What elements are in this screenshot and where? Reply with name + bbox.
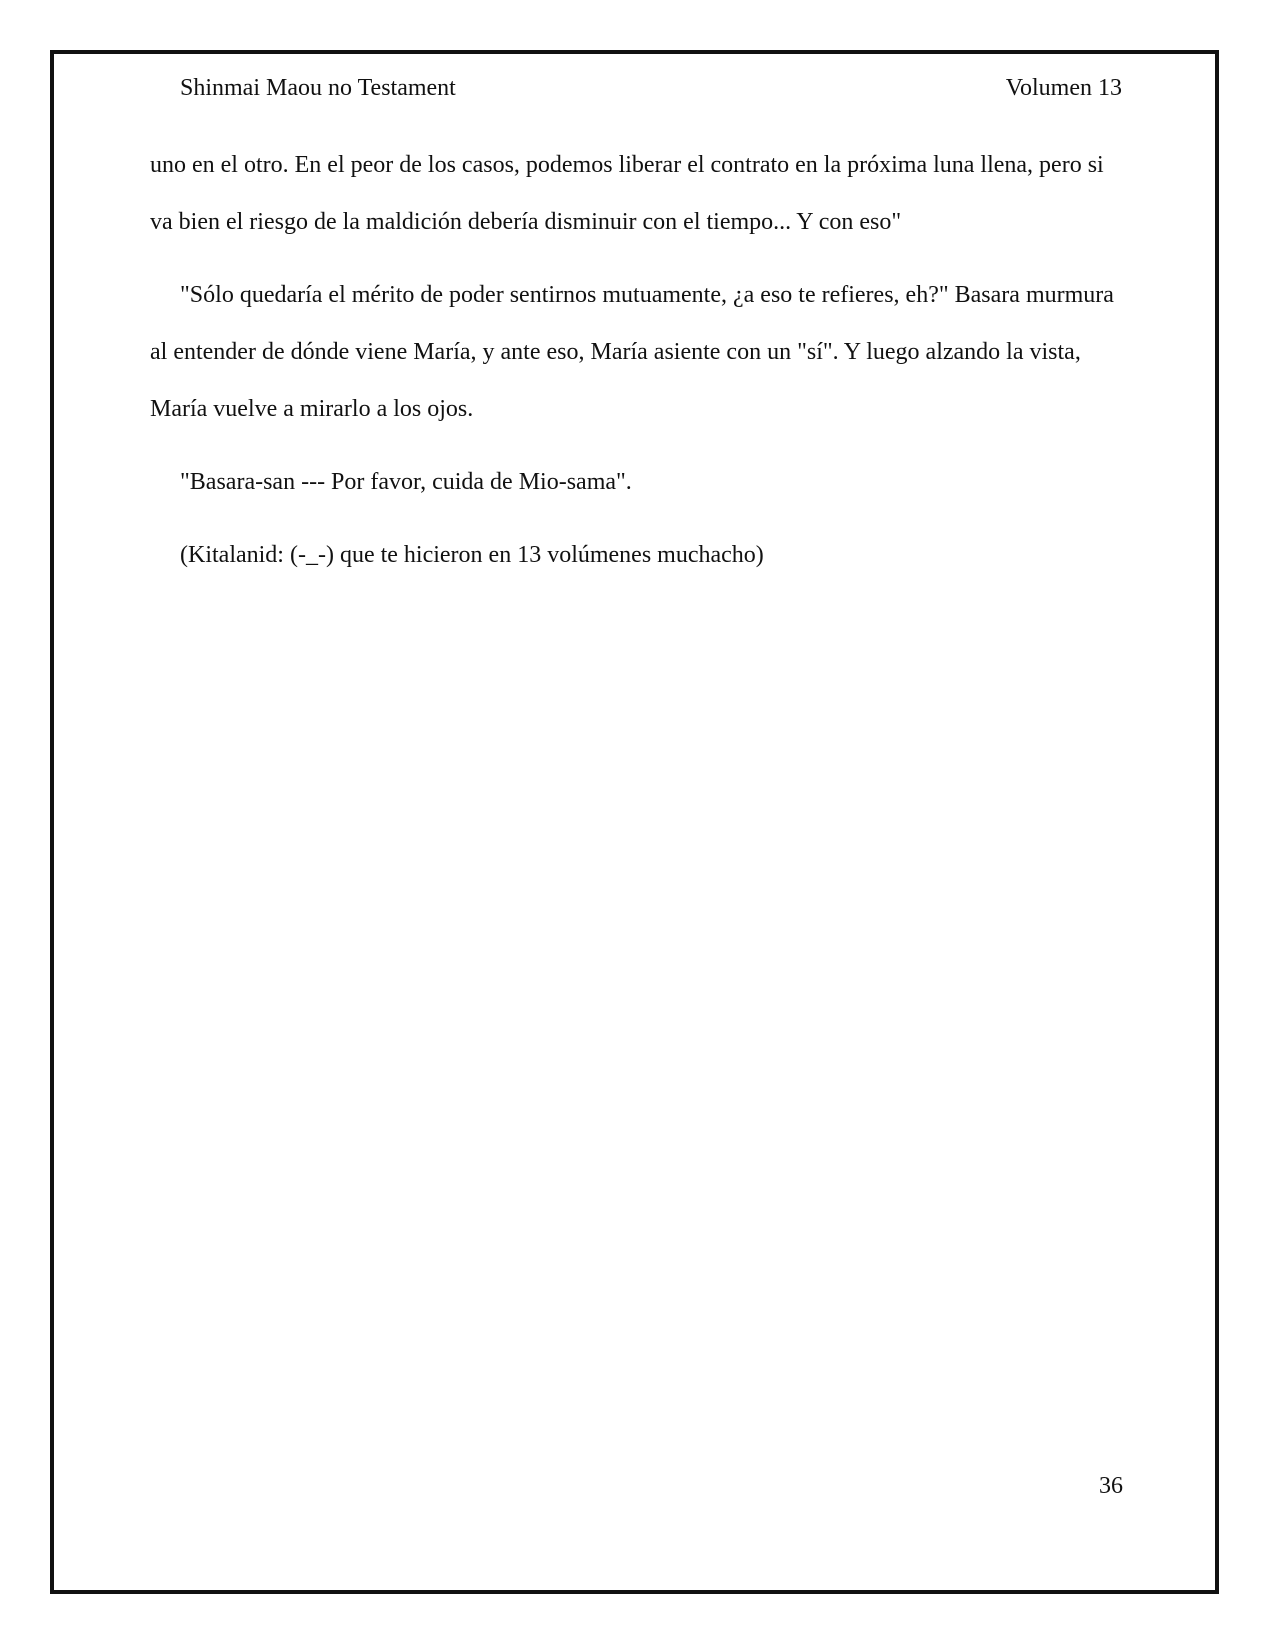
page-number: 36 [1099,1473,1123,1499]
paragraph: "Basara-san --- Por favor, cuida de Mio-sama". [180,469,632,495]
paragraph: (Kitalanid: (-_-) que te hicieron en 13 volúmenes muchacho) [180,542,764,568]
paragraph: "Sólo quedaría el mérito de poder sentirnos mutuamente, ¿a eso te refieres, eh?" Basara murmura al entender de dónde viene María, y ante eso, María asiente con un "sí". Y luego alzando la vista, María vuelve a mirarlo a los ojos. [150,282,1114,422]
header-title: Shinmai Maou no Testament [180,75,456,101]
header-volume: Volumen 13 [1005,75,1122,101]
paragraph: uno en el otro. En el peor de los casos, podemos liberar el contrato en la próxima luna llena, pero si va bien el riesgo de la maldición debería disminuir con el tiempo... Y con eso" [150,152,1104,235]
body-text [150,137,1124,600]
